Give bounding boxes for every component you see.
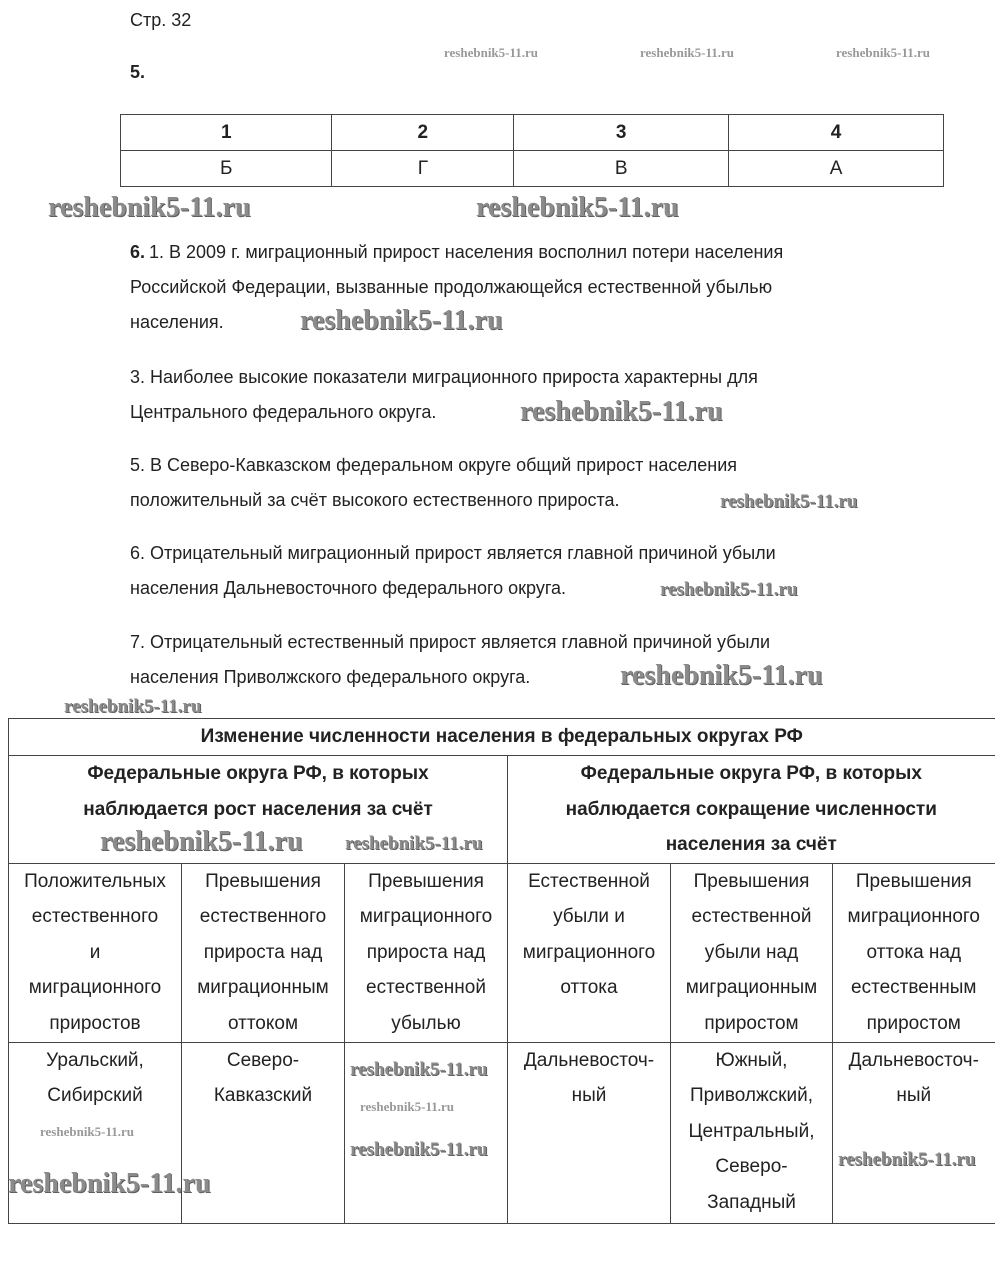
column-header-line: Превышения bbox=[693, 870, 810, 892]
task-5-answer-row bbox=[121, 151, 944, 187]
column-header bbox=[9, 863, 182, 1042]
column-header-line: Превышения bbox=[205, 870, 321, 892]
paragraph-line: 1. В 2009 г. миграционный прирост населения восполнил потери населения bbox=[149, 242, 784, 262]
column-header-line: оттока bbox=[560, 977, 618, 998]
column-header-line: естественного bbox=[199, 906, 327, 927]
group-header-line: наблюдается рост населения за счёт bbox=[83, 798, 433, 820]
task-5-answer-cell: Г bbox=[332, 151, 514, 187]
column-header-line: приростом bbox=[704, 1012, 799, 1034]
task-5-answer-cell: Б bbox=[121, 151, 332, 187]
district-name: Центральный, bbox=[688, 1120, 815, 1142]
watermark: reshebnik5-11.ru bbox=[350, 1139, 488, 1160]
column-header-line: миграционного bbox=[847, 906, 980, 927]
column-header-line: естественным bbox=[851, 977, 977, 998]
table-column-headers bbox=[9, 863, 995, 1042]
paragraph-line: Центрального федерального округа. bbox=[130, 402, 437, 422]
watermark: reshebnik5-11.ru bbox=[476, 192, 679, 223]
group-header-line: Федеральные округа РФ, в которых bbox=[87, 763, 429, 784]
column-header bbox=[182, 863, 345, 1042]
task-5-answer-cell: А bbox=[729, 151, 944, 187]
column-header-line: приростом bbox=[866, 1012, 961, 1034]
district-name: Уральский, bbox=[46, 1049, 144, 1071]
watermark: reshebnik5-11.ru bbox=[345, 833, 483, 854]
watermark: reshebnik5-11.ru bbox=[64, 696, 202, 717]
watermark: reshebnik5-11.ru bbox=[48, 192, 251, 223]
task-5-header-cell: 4 bbox=[729, 115, 944, 151]
watermark: reshebnik5-11.ru bbox=[836, 45, 931, 60]
paragraph-line: 7. Отрицательный естественный прирост является главной причиной убыли bbox=[130, 632, 771, 652]
task-5-header-cell: 1 bbox=[121, 115, 332, 151]
paragraph-line: населения. bbox=[130, 312, 224, 332]
watermark: reshebnik5-11.ru bbox=[838, 1149, 976, 1170]
task-5-answer-table bbox=[120, 114, 944, 187]
column-header-line: миграционного bbox=[522, 941, 656, 963]
column-header-line: убыли и bbox=[553, 906, 625, 927]
watermark: reshebnik5-11.ru bbox=[444, 45, 539, 60]
watermark: reshebnik5-11.ru bbox=[350, 1059, 488, 1080]
group-header bbox=[508, 756, 995, 864]
watermark: reshebnik5-11.ru bbox=[100, 826, 303, 857]
task-5-number: 5. bbox=[130, 62, 146, 82]
watermark: reshebnik5-11.ru bbox=[660, 579, 798, 600]
watermark: reshebnik5-11.ru bbox=[40, 1124, 135, 1139]
district-name: Северо- bbox=[715, 1156, 788, 1177]
paragraph-line: 5. В Северо-Кавказском федеральном округе общий прирост населения bbox=[130, 455, 738, 475]
column-header-line: Превышения bbox=[855, 870, 972, 892]
watermark: reshebnik5-11.ru bbox=[520, 396, 723, 427]
column-header-line: миграционного bbox=[359, 906, 493, 927]
paragraph-line: населения Приволжского федерального округа. bbox=[130, 667, 531, 687]
column-header bbox=[345, 863, 508, 1042]
column-header-line: Естественной bbox=[528, 870, 650, 892]
watermark: reshebnik5-11.ru bbox=[8, 1168, 211, 1199]
column-header-line: Положительных bbox=[24, 870, 166, 892]
column-header-line: естественной bbox=[366, 977, 486, 998]
district-cell bbox=[833, 1042, 995, 1223]
district-name: Дальневосточ- bbox=[848, 1049, 979, 1071]
column-header bbox=[508, 863, 671, 1042]
watermark: reshebnik5-11.ru bbox=[720, 491, 858, 512]
page-label: Стр. 32 bbox=[130, 10, 192, 30]
population-change-table bbox=[8, 718, 995, 1224]
column-header-line: миграционного bbox=[28, 977, 162, 998]
column-header-line: прироста над bbox=[203, 941, 323, 963]
district-cell bbox=[508, 1042, 671, 1223]
paragraph-line: 6. Отрицательный миграционный прирост является главной причиной убыли bbox=[130, 543, 776, 563]
table-title: Изменение численности населения в федеральных округах РФ bbox=[9, 719, 995, 756]
column-header bbox=[671, 863, 833, 1042]
answer-paragraph bbox=[130, 448, 737, 518]
column-header bbox=[833, 863, 995, 1042]
column-header-line: убылью bbox=[391, 1012, 461, 1034]
group-header-line: наблюдается сокращение численности bbox=[565, 798, 937, 820]
watermark: reshebnik5-11.ru bbox=[620, 660, 823, 691]
column-header-line: прироста над bbox=[366, 941, 486, 963]
district-name: ный bbox=[896, 1085, 932, 1106]
task-6-number: 6. bbox=[130, 242, 146, 262]
column-header-line: и bbox=[89, 941, 101, 963]
paragraph-line: Российской Федерации, вызванные продолжающейся естественной убылью bbox=[130, 277, 773, 297]
column-header-line: миграционным bbox=[197, 977, 329, 998]
column-header-line: Превышения bbox=[368, 870, 484, 892]
column-header-line: оттока над bbox=[866, 941, 962, 963]
task-5-header-row bbox=[121, 115, 944, 151]
group-header-line: Федеральные округа РФ, в которых bbox=[580, 763, 922, 784]
district-name: ный bbox=[571, 1085, 607, 1106]
column-header-line: убыли над bbox=[704, 941, 799, 963]
district-cell bbox=[671, 1042, 833, 1223]
district-name: Сибирский bbox=[47, 1085, 143, 1106]
column-header-line: оттоком bbox=[227, 1012, 299, 1034]
task-5-header-cell: 3 bbox=[514, 115, 729, 151]
district-name: Западный bbox=[707, 1191, 796, 1213]
column-header-line: естественной bbox=[691, 906, 812, 927]
paragraph-line: положительный за счёт высокого естественного прироста. bbox=[130, 490, 620, 510]
district-name: Дальневосточ- bbox=[523, 1049, 655, 1071]
column-header-line: приростов bbox=[49, 1012, 141, 1034]
paragraph-line: 3. Наиболее высокие показатели миграционного прироста характерны для bbox=[130, 367, 758, 387]
district-name: Южный, bbox=[715, 1049, 788, 1071]
district-name: Приволжский, bbox=[690, 1085, 813, 1106]
task-5-answer-cell: В bbox=[514, 151, 729, 187]
column-header-line: миграционным bbox=[685, 977, 818, 998]
district-name: Кавказский bbox=[213, 1085, 313, 1106]
district-name: Северо- bbox=[226, 1049, 300, 1071]
watermark: reshebnik5-11.ru bbox=[640, 45, 735, 60]
task-5-header-cell: 2 bbox=[332, 115, 514, 151]
paragraph-line: населения Дальневосточного федерального округа. bbox=[130, 578, 567, 598]
group-header-line: населения за счёт bbox=[665, 834, 837, 855]
column-header-line: естественного bbox=[31, 906, 159, 927]
watermark: reshebnik5-11.ru bbox=[300, 305, 503, 336]
watermark: reshebnik5-11.ru bbox=[360, 1099, 455, 1114]
